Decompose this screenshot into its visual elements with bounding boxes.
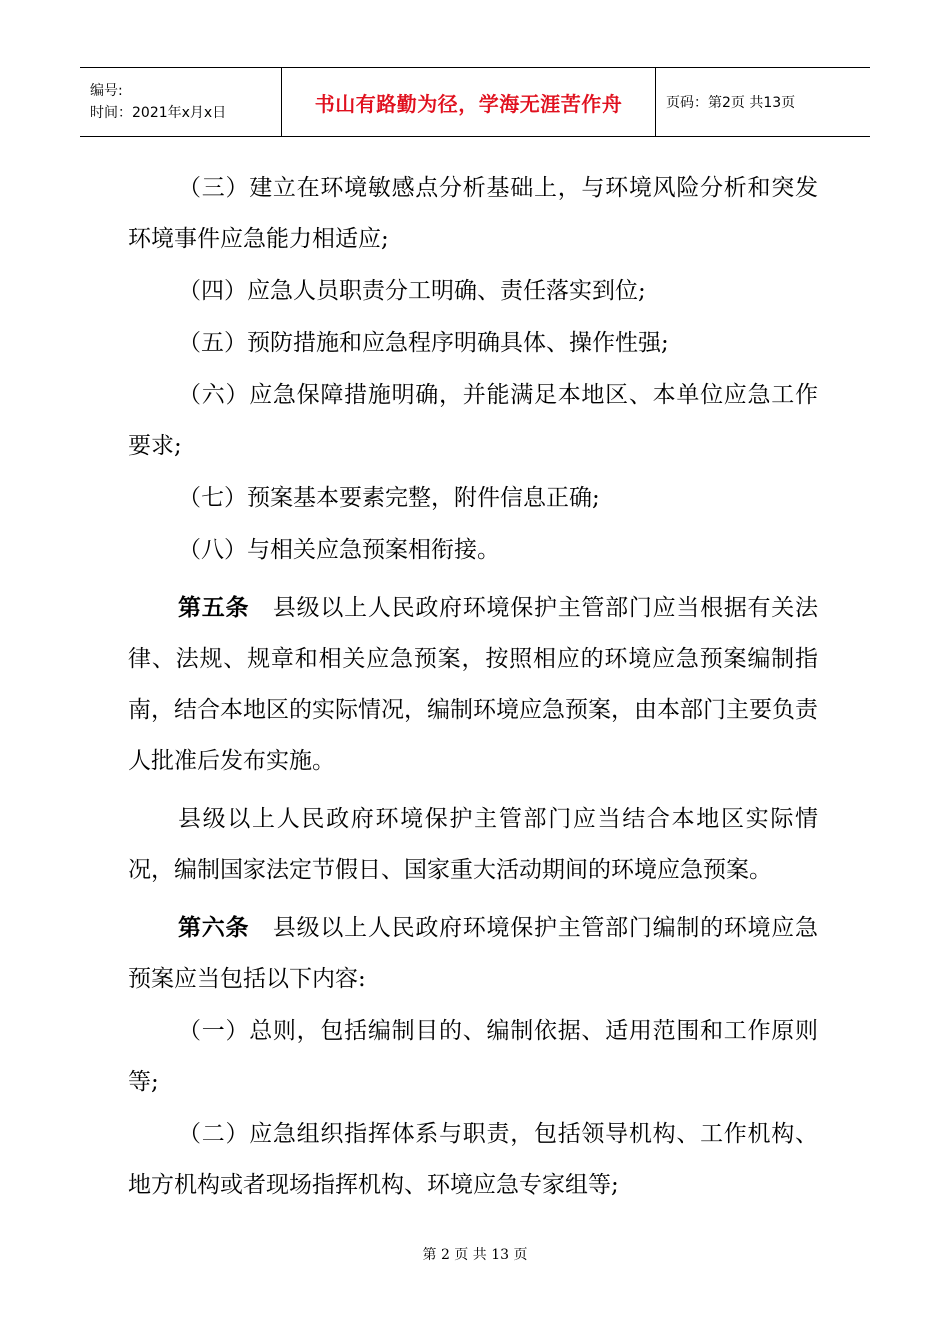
document-number-label: 编号: — [90, 83, 123, 99]
header-page-info: 页码：第2页 共13页 — [666, 95, 796, 111]
paragraph: （八）与相关应急预案相衔接。 — [178, 537, 500, 563]
page-header — [80, 67, 870, 137]
paragraph: （五）预防措施和应急程序明确具体、操作性强; — [178, 330, 669, 356]
header-meta — [80, 68, 282, 136]
header-motto-cell — [282, 68, 656, 136]
paragraph: 县级以上人民政府环境保护主管部门应当结合本地区实际情况，编制国家法定节假日、国家重大活动期间的环境应急预案。 — [128, 806, 818, 883]
paragraph: （四）应急人员职责分工明确、责任落实到位; — [178, 278, 646, 304]
page-footer: 第 2 页 共 13 页 — [422, 1247, 528, 1263]
document-body — [128, 162, 818, 1211]
document-date: 时间：2021年x月x日 — [90, 105, 227, 121]
paragraph: （三）建立在环境敏感点分析基础上，与环境风险分析和突发环境事件应急能力相适应; — [128, 175, 818, 252]
header-page-info-cell — [656, 68, 870, 136]
header-motto: 书山有路勤为径，学海无涯苦作舟 — [314, 91, 623, 116]
paragraph: （一）总则，包括编制目的、编制依据、适用范围和工作原则等; — [128, 1018, 818, 1095]
article-paragraph: 第六条 县级以上人民政府环境保护主管部门编制的环境应急预案应当包括以下内容: — [128, 914, 819, 992]
paragraph: （七）预案基本要素完整，附件信息正确; — [178, 485, 600, 511]
article-paragraph: 第五条 县级以上人民政府环境保护主管部门应当根据有关法律、法规、规章和相关应急预案，按照相应的环境应急预案编制指南，结合本地区的实际情况，编制环境应急预案，由本部门主要负责人批准后发布实施。 — [128, 594, 819, 774]
paragraph: （六）应急保障措施明确，并能满足本地区、本单位应急工作要求; — [128, 382, 818, 459]
paragraph: （二）应急组织指挥体系与职责，包括领导机构、工作机构、地方机构或者现场指挥机构、环境应急专家组等; — [128, 1121, 818, 1198]
article-number: 第五条 — [178, 594, 250, 621]
article-number: 第六条 — [178, 914, 250, 941]
